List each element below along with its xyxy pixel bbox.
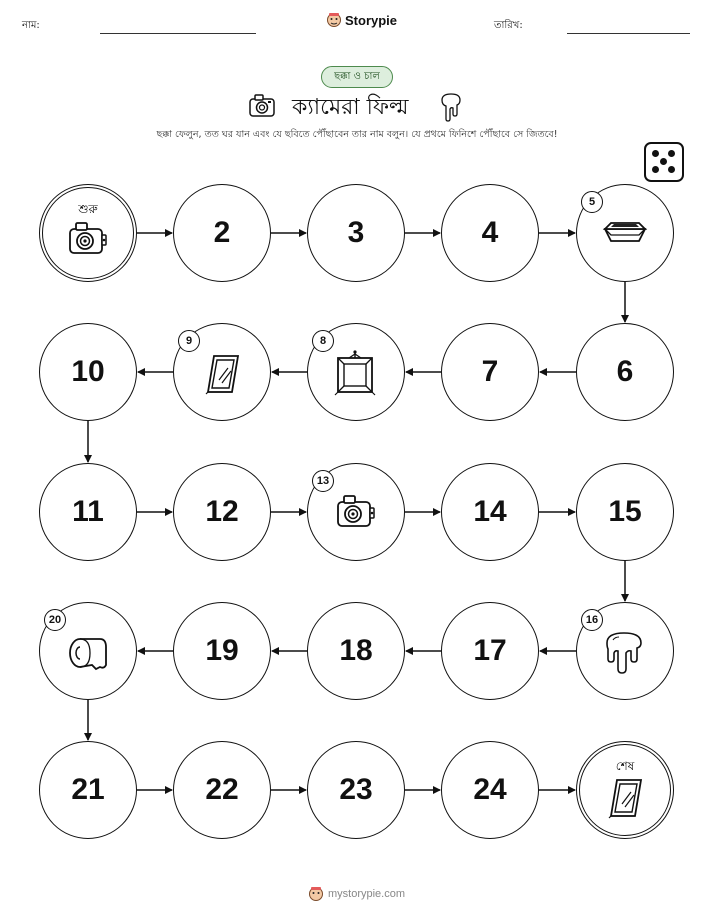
board-cell-16 [576,602,674,700]
cell-number: 4 [481,216,499,249]
cell-number: 12 [205,495,239,528]
board-cell-15 [576,463,674,561]
board-cell-12 [173,463,271,561]
cell-number: 10 [71,355,105,388]
film-roll-icon [64,629,112,677]
cell-number: 11 [72,495,104,528]
board-cell-11 [39,463,137,561]
cell-number: 18 [339,634,373,667]
cell-number-badge: 9 [178,330,200,352]
cell-number: 22 [205,773,239,806]
cell-number: 3 [347,216,365,249]
brand-name: Storypie [345,12,398,28]
developing-tray-icon [601,211,649,259]
cell-number-badge: 5 [581,191,603,213]
cell-number: 21 [71,773,105,806]
board-cell-14 [441,463,539,561]
name-label: নাম: [22,20,40,31]
board-cell-17 [441,602,539,700]
storypie-mascot-icon [308,886,324,902]
board-cell-3 [307,184,405,282]
page-title: ক্যামেরা ফিল্ম [292,95,409,120]
footer [308,886,405,902]
board-cell-7 [441,323,539,421]
cell-number: 19 [205,634,239,667]
cell-number: 2 [213,216,231,249]
board-cell-4 [441,184,539,282]
board-cell-2 [173,184,271,282]
cell-label: শুরু [78,202,98,216]
cell-number-badge: 16 [581,609,603,631]
board-cell-25 [576,741,674,839]
board-cell-23 [307,741,405,839]
hanging-frame-icon [332,350,380,398]
board-cell-13 [307,463,405,561]
board-cell-1 [39,184,137,282]
board-cell-18 [307,602,405,700]
cell-number: 14 [473,495,507,528]
cell-number: 7 [481,355,499,388]
cell-number-badge: 20 [44,609,66,631]
board-cell-20 [39,602,137,700]
camera-icon [64,217,112,265]
board-cell-19 [173,602,271,700]
photo-print-icon [198,350,246,398]
cell-number: 6 [616,355,634,388]
cell-number: 24 [473,773,507,806]
cell-number-badge: 8 [312,330,334,352]
cell-number: 15 [608,495,642,528]
board-cell-9 [173,323,271,421]
camera-icon [332,490,380,538]
board-cell-8 [307,323,405,421]
cell-number: 23 [339,773,373,806]
cell-number-badge: 13 [312,470,334,492]
footer-site[interactable]: mystorypie.com [328,888,406,900]
board-cell-22 [173,741,271,839]
cell-number: 17 [473,634,507,667]
game-type-badge: ছক্কা ও চাল [321,66,393,88]
photo-print-icon [601,774,649,822]
drip-icon [601,629,649,677]
board-cell-6 [576,323,674,421]
board-cell-10 [39,323,137,421]
board-cell-24 [441,741,539,839]
board-cell-21 [39,741,137,839]
instructions: ছক্কা ফেলুন, তত ঘর যান এবং যে ছবিতে পৌঁছাবেন তার নাম বলুন। যে প্রথমে ফিনিশে পৌঁছাবে সে জিতবে! [156,129,558,140]
cell-label: শেষ [615,759,635,773]
board-cell-5 [576,184,674,282]
date-label: তারিখ: [494,20,523,31]
